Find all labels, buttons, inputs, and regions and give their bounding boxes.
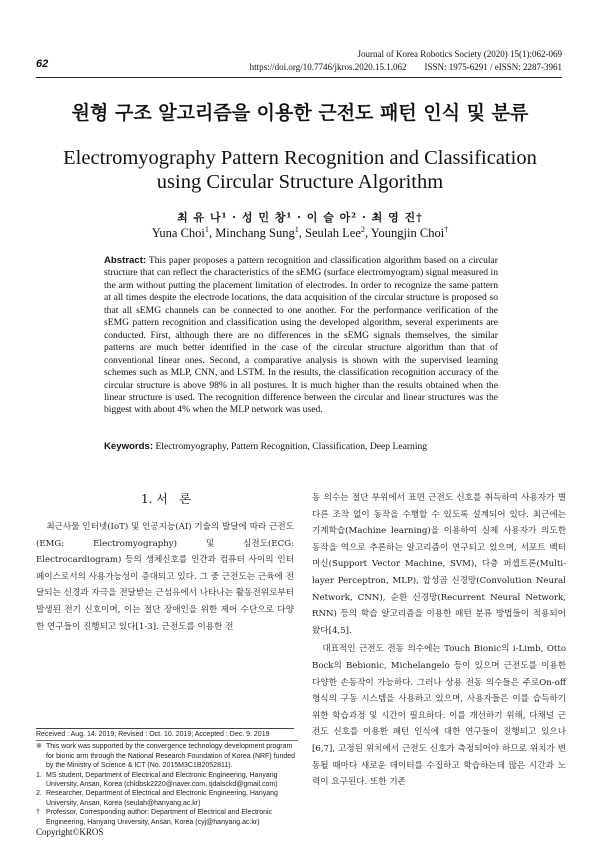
footnote-text: MS student, Department of Electrical and Electronic Engineering, Hanyang University, Ansan, Korea (chldbsk2220@naver.com, tjdalsckd@gmail.com) [46,771,278,789]
footnote-mark: 2. [36,790,42,798]
abstract-label: Abstract: [104,255,147,266]
journal-header [250,48,562,73]
footnote-divider [36,740,298,741]
footnote-mark: ※ [36,743,42,751]
keywords-label: Keywords: [104,441,154,452]
paragraph: 최근사물 인터넷(IoT) 및 인공지능(AI) 기술의 발달에 따라 근전도(EMG: Electromyography) 및 심전도(ECG: Electrocardiogram) 등의 생체신호를 인간과 컴퓨터 사이의 인터페이스로서의 사용가능성이 증대되고 있다. 그 중 근전도는 근육에 전달되는 신경과 자극을 전달받는 근섬유에서 나타나는 활동전위로부터 발생된 전기 신호이며, 이는 절단 장애인을 위한 제어 수단으로 다양한 연구들이 진행되고 있다[1-3]. 근전도를 이용한 전 [36,522,294,632]
author-name: Seulah Lee [305,226,361,240]
author-mark: 1 [294,224,299,234]
abstract [104,255,498,417]
authors-english: Yuna Choi$^1$, Minchang Sung$^1$, Seulah Lee$^2$, Youngjin Choi† [151,224,449,240]
english-title-line-2: using Circular Structure Algorithm [156,171,444,193]
doi-issn-line[interactable]: https://doi.org/10.7746/jkros.2020.15.1.062 ISSN: 1975-6291 / eISSN: 2287-3961 [249,61,562,72]
korean-title: 원형 구조 알고리즘을 이용한 근전도 패턴 인식 및 분류 [71,102,529,124]
section-heading-introduction: 1. 서 론 [141,492,191,506]
author-mark: 1 [204,224,209,234]
author-mark: 2 [360,224,365,234]
page-number: 62 [36,58,49,70]
journal-citation: Journal of Korea Robotics Society (2020) 15(1):062-069 [357,49,562,59]
paragraph: 대표적인 근전도 전동 의수에는 Touch Bionic의 i-Limb, Otto Bock의 Bebionic, Michelangelo 등이 있으며 근전도를 이용한 다양한 손동작이 가능하다. 그러나 상용 전동 의수들은 주로On-off 형식의 구동 시스템을 사용하고 있으며, 사용자들은 이를 습득하기 위한 학습과정 및 시간이 필요하다. 이를 개선하기 위해, 다채널 근전도 신호를 이용한 패턴 인식에 대한 연구들이 진행되고 있으나[6,7], 고정된 위치에서 근전도 신호가 측정되어야 하므로 위치가 변동될 때마다 새로운 데이터를 수집하고 학습하는데 많은 시간과 노력이 요구된다. 또한 기존 [312,644,566,788]
abstract-text: This paper proposes a pattern recognition and classification algorithm based on a circular structure that can reflect the characteristics of the sEMG (surface electromyogram) signal measured in the arm without putting the placement limitation of electrodes. In order to recognize the same pattern at all times despite the electrode locations, the data acquisition of the circular structure is proposed so that all sEMG channels can be connected to one another. For the performance verification of the sEMG pattern recognition and classification using the developed algorithm, several experiments are conducted. First, although there are no differences in the sEMG signals themselves, the similar patterns are much better identified in the case of the circular structure algorithm than that of conventional linear ones. Second, a comparative analysis is shown with the supervised learning schemes such as MLP, CNN, and LSTM. In the results, the classification recognition accuracy of the circular structure is above 98% in all postures. It is much higher than the results obtained when the linear structure is used. The recognition difference between the circular and linear structures was the biggest with about 4% when the MLP network was used. [104,255,498,416]
footnote-mark: 1. [36,771,42,779]
english-title-line-1: Electromyography Pattern Recognition and Classification [63,147,537,169]
footnote-text: Researcher, Department of Electrical and Electronic Engineering, Hanyang University, Ansan, Korea (seulah@hanyang.ac.kr) [46,790,278,807]
keywords-text: Electromyography, Pattern Recognition, Classification, Deep Learning [153,441,428,452]
header-rule [36,77,562,78]
author-name: Yuna Choi [151,226,205,240]
copyright: Copyright©KROS [36,827,104,837]
keywords [104,441,498,452]
left-column-body [36,519,294,635]
english-title [40,146,560,194]
received-dates: Received : Aug. 14. 2019; Revised : Oct. 10. 2019; Accepted : Dec. 9. 2019 [36,731,270,738]
footnote-text: This work was supported by the convergence technology development program for bionic arm through the National Research Foundation of Korea (NRF) funded by the Ministry of Science & ICT (No. 2015M3C1B2052811). [46,743,296,770]
footnote-item [36,771,298,790]
footnote-item [36,742,298,770]
footnotes [36,730,298,827]
right-column-body [312,490,566,791]
footnote-mark: † [36,809,40,817]
footnote-rule [36,728,294,729]
author-mark: † [444,224,449,234]
paragraph: 동 의수는 절단 부위에서 표면 근전도 신호를 취득하여 사용자가 별다른 조작 없이 동작을 수행할 수 있도록 설계되어 있다. 최근에는 기계학습(Machine learning)을 이용하여 실제 사용자가 의도한 동작을 역으로 추론하는 알고리즘이 연구되고 있으며, 서포트 벡터 머신(Support Vector Machine, SVM), 다층 퍼셉트론(Multi-layer Perceptron, MLP), 합성곱 신경망(Convolution Neural Network, CNN), 순환 신경망(Recurrent Neural Network, RNN) 등의 학습 알고리즘을 이용한 패턴 분류 방법들이 적용되어 왔다[4,5]. [312,493,566,636]
author-name: Minchang Sung [215,226,295,240]
author-name: Youngjin Choi [370,226,445,240]
authors-korean: 최 유 나¹ · 성 민 창¹ · 이 슬 아² · 최 영 진† [177,211,423,224]
footnote-item [36,789,298,808]
footnote-item [36,808,298,827]
footnote-text: Professor, Corresponding author: Department of Electrical and Electronic Engineering, Hanyang University, Ansan, Korea (cyj@hanyang.ac.kr) [46,809,273,826]
